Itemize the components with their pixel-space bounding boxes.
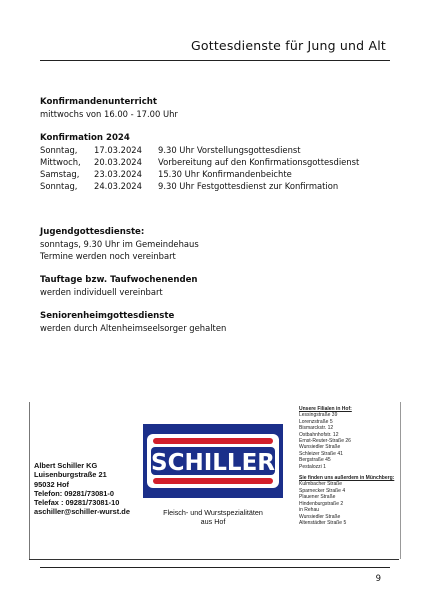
section-text: sonntags, 9.30 Uhr im Gemeindehaus <box>40 239 199 249</box>
branch-item: Wunsiedler Straße <box>299 444 341 451</box>
page-number: 9 <box>375 574 381 584</box>
branch-item: Hindenburgstraße 2 <box>299 500 344 507</box>
address-line: Telefon: 09281/73081-0 <box>34 488 114 498</box>
ad-divider <box>29 559 399 560</box>
section-konfirmandenunterricht <box>40 96 400 120</box>
branch-heading: Sie finden uns außerdem in Münchberg: <box>299 475 395 482</box>
schedule-day: Samstag, <box>40 169 80 179</box>
section-text: Termine werden noch vereinbart <box>40 251 176 261</box>
schedule-row <box>40 144 400 156</box>
branch-item: Lorenzstraße 5 <box>299 418 333 425</box>
schedule-day: Sonntag, <box>40 145 78 155</box>
branch-item: Bergstraße 45 <box>299 457 331 464</box>
page-title: Gottesdienste für Jung und Alt <box>191 38 386 53</box>
branch-item: Sparnecker Straße 4 <box>299 487 346 494</box>
schedule-day: Sonntag, <box>40 181 78 191</box>
slogan-line: Fleisch- und Wurstspezialitäten <box>163 508 263 517</box>
branch-item: Altenstädter Straße 5 <box>299 519 347 526</box>
branch-item: Ernst-Reuter-Straße 26 <box>299 438 351 445</box>
section-heading: Konfirmation 2024 <box>40 133 130 143</box>
content <box>40 96 400 346</box>
branch-item: Pestalozzi 1 <box>299 463 326 470</box>
ad-branch-list <box>299 406 397 526</box>
schiller-logo <box>143 424 283 498</box>
title-divider <box>40 60 390 61</box>
section-konfirmation <box>40 132 400 192</box>
logo-red-stripe-top <box>153 438 273 444</box>
section-heading: Seniorenheimgottesdienste <box>40 311 175 321</box>
branch-item: Kulmbacher Straße <box>299 481 343 488</box>
schedule-date: 24.03.2024 <box>94 181 142 191</box>
footer-divider <box>40 567 390 568</box>
branch-item: Ostbahnhofstr. 12 <box>299 431 339 438</box>
section-heading: Tauftage bzw. Taufwochenenden <box>40 275 198 285</box>
ad-address <box>34 461 130 517</box>
branch-item: Plauener Straße <box>299 494 336 501</box>
branch-heading: Unsere Filialen in Hof: <box>299 406 352 412</box>
logo-red-stripe-bottom <box>153 478 273 484</box>
advertisement <box>29 402 399 562</box>
ad-slogan <box>145 508 281 526</box>
section-heading: Konfirmandenunterricht <box>40 97 158 107</box>
schedule-day: Mittwoch, <box>40 157 81 167</box>
section-heading: Jugendgottesdienste: <box>40 227 145 237</box>
address-line: Telefax : 09281/73081-10 <box>34 498 120 508</box>
section-text: werden individuell vereinbart <box>40 287 163 297</box>
schedule-description: 9.30 Uhr Vorstellungsgottesdienst <box>158 145 301 155</box>
address-line: Albert Schiller KG <box>34 461 98 470</box>
schedule-description: Vorbereitung auf den Konfirmationsgottesdienst <box>158 157 360 167</box>
branch-item: in Rehau <box>299 507 320 514</box>
schedule-date: 20.03.2024 <box>94 157 142 167</box>
spacer <box>40 204 400 226</box>
branch-item: Wunsiedler Straße <box>299 513 341 520</box>
schedule-row <box>40 156 400 168</box>
section-seniorenheim <box>40 310 400 334</box>
slogan-line: aus Hof <box>200 517 226 526</box>
branch-item: Bismarckstr. 12 <box>299 425 334 432</box>
schedule-row <box>40 180 400 192</box>
address-email: aschiller@schiller-wurst.de <box>34 507 130 517</box>
branch-item: Lessingstraße 39 <box>299 412 338 419</box>
section-text: mittwochs von 16.00 - 17.00 Uhr <box>40 109 178 119</box>
schedule-date: 17.03.2024 <box>94 145 142 155</box>
section-text: werden durch Altenheimseelsorger gehalten <box>40 323 227 333</box>
logo-text: SCHILLER <box>151 450 275 476</box>
address-line: Luisenburgstraße 21 <box>34 470 107 480</box>
schedule-description: 9.30 Uhr Festgottesdienst zur Konfirmation <box>158 181 339 191</box>
schedule-description: 15.30 Uhr Konfirmandenbeichte <box>158 169 292 179</box>
schedule-row <box>40 168 400 180</box>
address-line: 95032 Hof <box>34 479 69 489</box>
section-jugendgottesdienste <box>40 226 400 262</box>
schedule-date: 23.03.2024 <box>94 169 142 179</box>
branch-item: Schleizer Straße 41 <box>299 450 343 457</box>
section-tauftage <box>40 274 400 298</box>
